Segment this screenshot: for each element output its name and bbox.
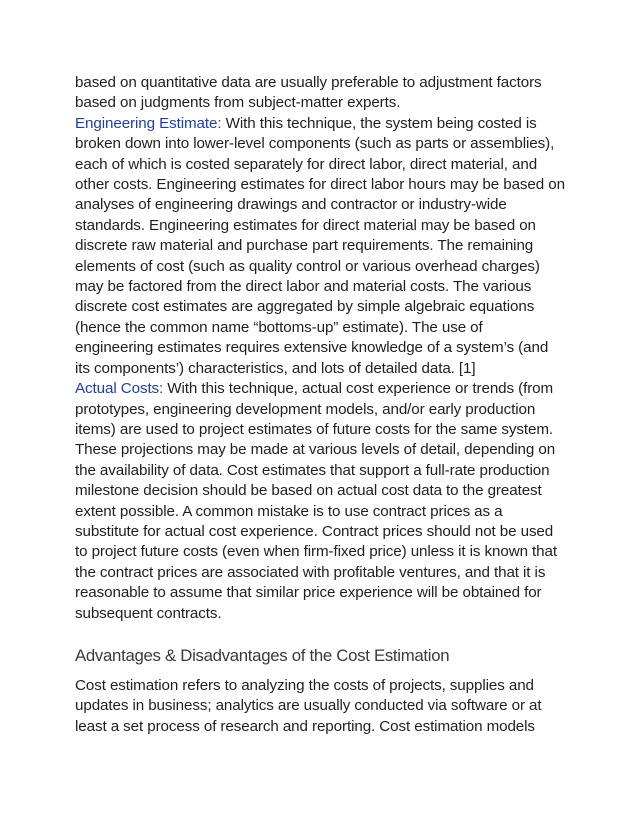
document-body — [75, 73, 565, 737]
actual-costs-term: Actual Costs: — [75, 380, 164, 398]
actual-costs-paragraph — [75, 379, 565, 624]
engineering-estimate-term: Engineering Estimate: — [75, 114, 222, 132]
intro-paragraph: based on quantitative data are usually preferable to adjustment factors based on judgments from subject-matter experts. — [75, 74, 542, 112]
section-heading: Advantages & Disadvantages of the Cost Estimation — [75, 645, 450, 665]
actual-costs-text: With this technique, actual cost experience or trends (from prototypes, engineering development models, and/or early production items) are used to project estimates of future costs for the same system. These projections may be made at various levels of detail, depending on the availability of data. Cost estimates that support a full-rate production milestone decision should be based on actual cost data to the greatest extent possible. A common mistake is to use contract prices as a substitute for actual cost experience. Contract prices should not be used to project future costs (even when firm-fixed price) unless it is known that the contract prices are associated with profitable ventures, and that it is reasonable to assume that similar price experience will be obtained for subsequent contracts. — [75, 380, 557, 622]
engineering-estimate-text: With this technique, the system being costed is broken down into lower-level components (such as parts or assemblies), each of which is costed separately for direct labor, direct material, and other costs. Engineering estimates for direct labor hours may be based on analyses of engineering drawings and contractor or industry-wide standards. Engineering estimates for direct material may be based on discrete raw material and purchase part requirements. The remaining elements of cost (such as quality control or various overhead charges) may be factored from the direct labor and material costs. The various discrete cost estimates are aggregated by simple algebraic equations (hence the common name “bottoms-up” estimate). The use of engineering estimates requires extensive knowledge of a system’s (and its components’) characteristics, and lots of detailed data. [1] — [75, 114, 565, 377]
closing-paragraph: Cost estimation refers to analyzing the costs of projects, supplies and updates in business; analytics are usually conducted via software or at least a set process of research and reporting. Cost estimation models — [75, 676, 542, 735]
engineering-estimate-paragraph — [75, 114, 565, 379]
